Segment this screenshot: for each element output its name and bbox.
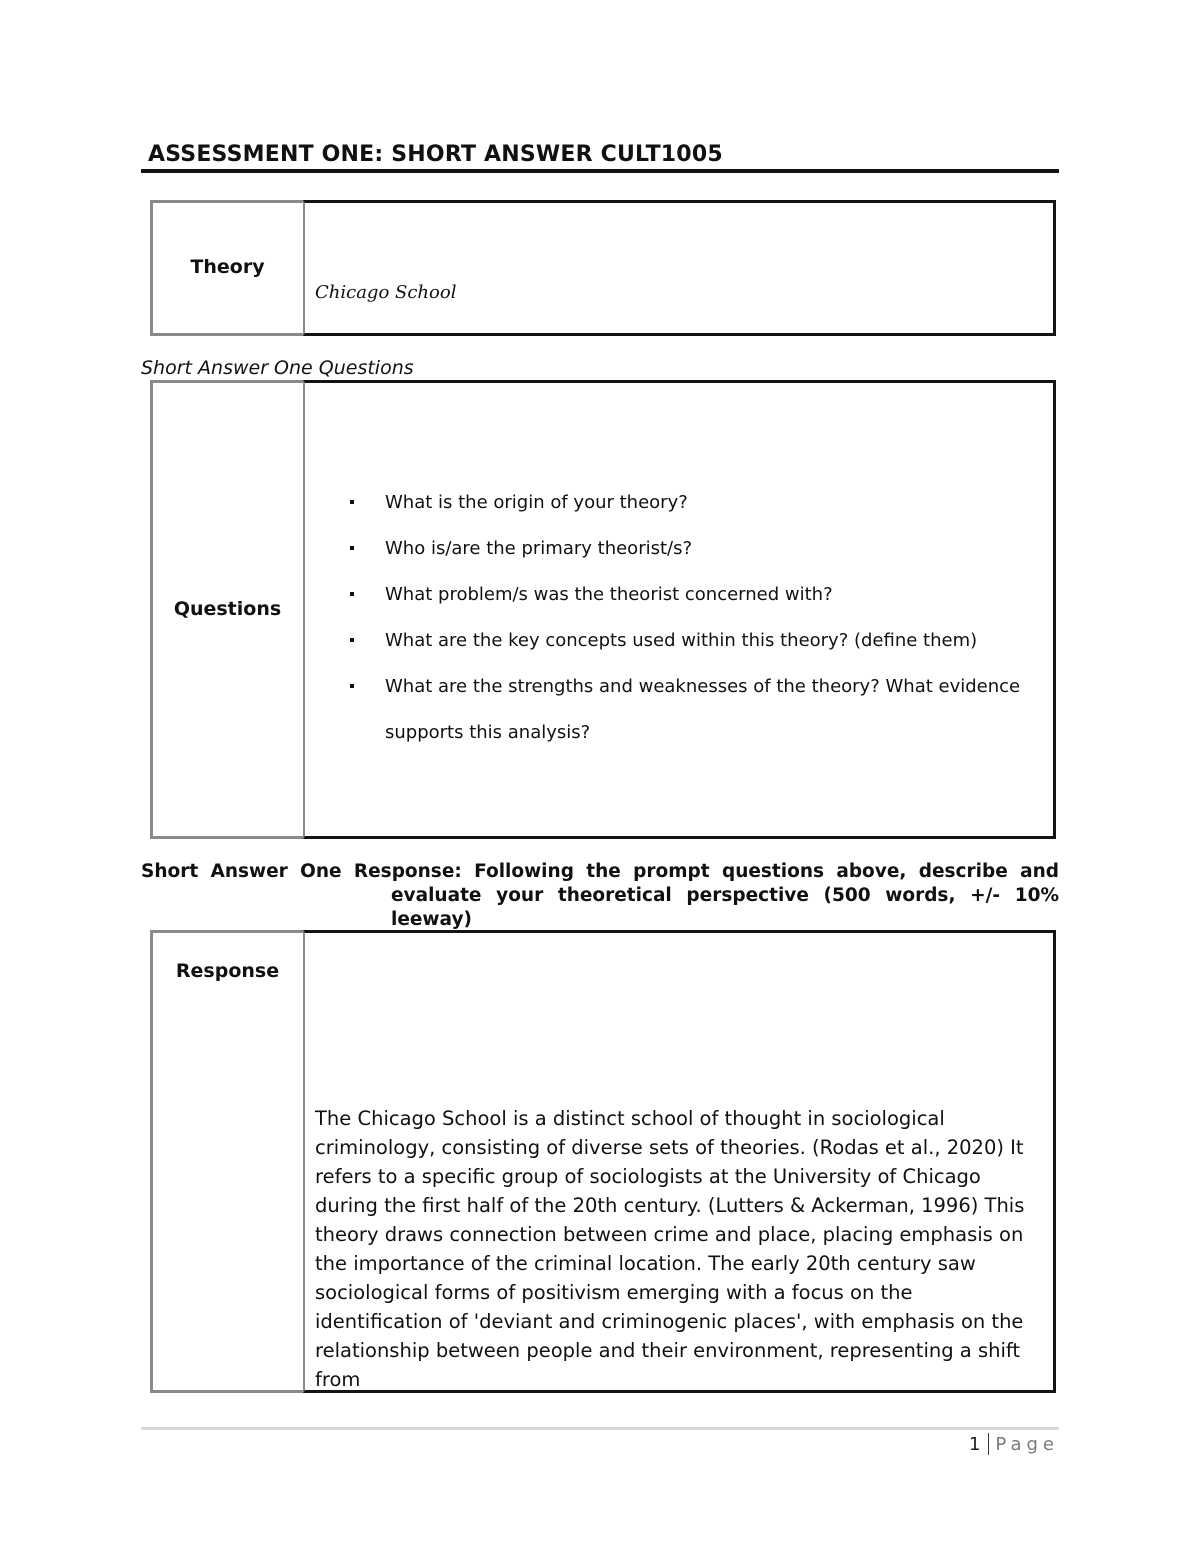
footer-rule [141, 1427, 1059, 1430]
footer-separator [988, 1433, 989, 1455]
response-section-heading [141, 860, 1059, 932]
theory-value-cell [303, 200, 1056, 336]
square-bullet-icon [350, 500, 354, 504]
question-text: What are the strengths and weaknesses of the theory? What evidence supports this analysis? [385, 676, 1021, 743]
response-heading-rest: evaluate your theoretical perspective (500 words, +/- 10% leeway) [391, 885, 1059, 930]
page-footer [969, 1433, 1059, 1455]
response-label-cell [150, 930, 305, 1393]
theory-value: Chicago School [315, 282, 457, 303]
question-text: Who is/are the primary theorist/s? [385, 538, 693, 559]
question-text: What problem/s was the theorist concerned with? [385, 584, 833, 605]
square-bullet-icon [350, 684, 354, 688]
title-underline [141, 169, 1059, 173]
response-body-text: The Chicago School is a distinct school of thought in sociological criminology, consisting of diverse sets of theories. (Rodas et al., 2020) It refers to a specific group of sociologists at the University of Chicago during the first half of the 20th century. (Lutters & Ackerman, 1996) This theory draws connection between crime and place, placing emphasis on the importance of the criminal location. The early 20th century saw sociological forms of positivism emerging with a focus on the identification of 'deviant and criminogenic places', with emphasis on the relationship between people and their environment, representing a shift from [315, 1107, 1025, 1391]
question-item [350, 526, 1030, 572]
response-table [150, 930, 1056, 1393]
question-item [350, 664, 1030, 756]
page-label: Page [995, 1434, 1059, 1455]
question-item [350, 572, 1030, 618]
question-item [350, 618, 1030, 664]
question-text: What are the key concepts used within this theory? (define them) [385, 630, 978, 651]
questions-section-heading: Short Answer One Questions [141, 357, 414, 379]
response-label: Response [175, 960, 280, 982]
page-title: ASSESSMENT ONE: SHORT ANSWER CULT1005 [148, 142, 723, 167]
response-heading-line1: Short Answer One Response: Following the prompt questions above, describe and [141, 861, 1059, 882]
square-bullet-icon [350, 546, 354, 550]
questions-list [350, 480, 1030, 756]
questions-label: Questions [173, 598, 282, 620]
square-bullet-icon [350, 638, 354, 642]
question-text: What is the origin of your theory? [385, 492, 688, 513]
question-item [350, 480, 1030, 526]
square-bullet-icon [350, 592, 354, 596]
theory-table [150, 200, 1056, 336]
theory-label: Theory [190, 256, 265, 278]
page-number: 1 [968, 1434, 981, 1455]
questions-table [150, 380, 1056, 839]
